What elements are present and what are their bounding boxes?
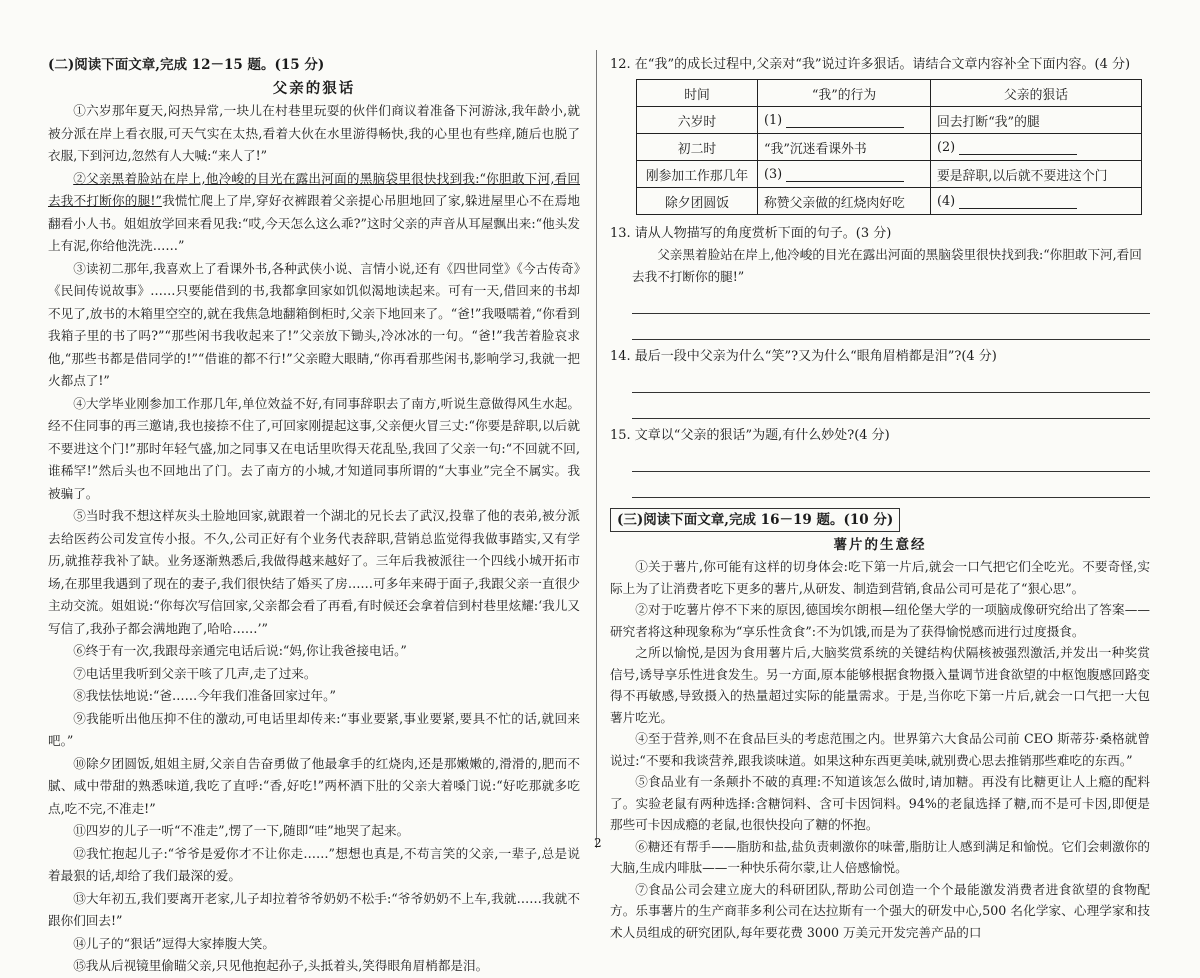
table-header: 时间: [637, 80, 758, 107]
paragraph-2: [48, 168, 580, 258]
table-cell: 称赞父亲做的红烧肉好吃: [758, 188, 931, 215]
article-2-paragraph-1: ①关于薯片,你可能有这样的切身体会:吃下第一片后,就会一口气把它们全吃光。不要奇怪,实际上为了让消费者吃下更多的薯片,从研发、制造到营销,食品公司可是花了“狠心思”。: [610, 559, 1150, 596]
article-2-paragraph-7: ⑦食品公司会建立庞大的科研团队,帮助公司创造一个个最能激发消费者进食欲望的食物配方。乐事薯片的生产商菲多利公司在达拉斯有一个强大的研发中心,500 名化学家、心理学家和技术人员组成的研究团队,每年要花费 3000 万美元开发完善产品的口: [610, 881, 1150, 940]
paragraph-1: ①六岁那年夏天,闷热异常,一块儿在村巷里玩耍的伙伴们商议着准备下河游泳,我年龄小,就被分派在岸上看衣服,可天气实在太热,看着大伙在水里游得畅快,我的心里也有些痒,随后也脱了衣服,下到河边,忽然有人大喊:“来人了!”: [48, 103, 580, 163]
answer-line[interactable]: [632, 393, 1150, 419]
paragraph-13: ⑬大年初五,我们要离开老家,儿子却拉着爷爷奶奶不松手:“爷爷奶奶不上车,我就……我就不跟你们回去!”: [48, 890, 580, 928]
underlined-sentence: ②父亲黑着脸站在岸上,他冷峻的目光在露出河面的黑脑袋里很快找到我:“你胆敢下河,看回去我不打断你的腿!”: [48, 170, 580, 208]
table-cell: (1): [764, 112, 783, 128]
table-row: [637, 134, 1142, 161]
question-12: 12. 在“我”的成长过程中,父亲对“我”说过许多狠话。请结合文章内容补全下面内容。(4 分): [610, 57, 1131, 72]
article-2-paragraph-3: 之所以愉悦,是因为食用薯片后,大脑奖赏系统的关键结构伏隔核被强烈激活,并发出一种奖赏信号,诱导享乐性进食发生。另一方面,原本能够根据食物摄入量调节进食欲望的中枢饱腹感回路变得不再敏感,导致摄入的热量超过实际的能量需求。于是,当你吃下第一片后,就会一口气把一大包薯片吃光。: [610, 645, 1150, 725]
paragraph-6: ⑥终于有一次,我跟母亲通完电话后说:“妈,你让我爸接电话。”: [73, 643, 407, 658]
page-number: 2: [594, 836, 602, 850]
answer-line[interactable]: [632, 367, 1150, 393]
table-cell: 回去打断“我”的腿: [931, 107, 1142, 134]
right-column: [610, 54, 1150, 943]
blank-line: [786, 167, 904, 182]
table-cell: (4): [937, 193, 956, 209]
table-row: [637, 107, 1142, 134]
paragraph-10: ⑩除夕团圆饭,姐姐主厨,父亲自告奋勇做了他最拿手的红烧肉,还是那嫩嫩的,滑滑的,肥而不腻、咸中带甜的熟悉味道,我吃了直呼:“香,好吃!”两杯酒下肚的父亲大着嗓门说:“好吃那就多吃点,吃不完,不准走!”: [48, 755, 580, 816]
blank-line: [959, 194, 1077, 209]
paragraph-2-rest: 我慌忙爬上了岸,穿好衣裤跟着父亲提心吊胆地回了家,躲进屋里心不在焉地翻看小人书。姐姐放学回来看见我:“哎,今天怎么这么乖?”这时父亲的声音从耳屋飘出来:“他头发上有泥,你给他洗洗……”: [48, 193, 580, 253]
table-header: 父亲的狠话: [931, 80, 1142, 107]
question-14: 14. 最后一段中父亲为什么“笑”?又为什么“眼角眉梢都是泪”?(4 分): [610, 349, 997, 364]
article-2-paragraph-5: ⑤食品业有一条颠扑不破的真理:不知道该怎么做时,请加糖。再没有比糖更让人上瘾的配料了。实验老鼠有两种选择:含糖饲料、含可卡因饲料。94%的老鼠选择了糖,而不是可卡因,即便是那些可卡因成瘾的老鼠,也很快投向了糖的怀抱。: [610, 774, 1150, 832]
table-row: [637, 161, 1142, 188]
answer-blank-1[interactable]: [758, 107, 931, 134]
paragraph-4: ④大学毕业刚参加工作那几年,单位效益不好,有同事辞职去了南方,听说生意做得风生水起。经不住同事的再三邀请,我也接捺不住了,可回家刚提起这事,父亲便火冒三丈:“你要是辞职,以后就不要进这个门!”那时年轻气盛,加之同事又在电话里吹得天花乱坠,我回了父亲一句:“不回就不回,谁稀罕!”然后头也不回地出了门。去了南方的小城,才知道同事所谓的“大事业”完全不属实。我被骗了。: [48, 395, 580, 501]
paragraph-15: ⑮我从后视镜里偷瞄父亲,只见他抱起孙子,头抵着头,笑得眼角眉梢都是泪。: [73, 958, 489, 973]
table-header: “我”的行为: [758, 80, 931, 107]
table-cell: (3): [764, 166, 783, 182]
article-2-paragraph-2: ②对于吃薯片停不下来的原因,德国埃尔朗根—纽伦堡大学的一项脑成像研究给出了答案——研究者将这种现象称为“享乐性贪食”:不为饥饿,而是为了获得愉悦感而进行过度摄食。: [610, 602, 1150, 639]
question-13: 13. 请从人物描写的角度赏析下面的句子。(3 分): [610, 226, 892, 241]
question-13-quote: 父亲黑着脸站在岸上,他冷峻的目光在露出河面的黑脑袋里很快找到我:“你胆敢下河,看回去我不打断你的腿!”: [632, 247, 1142, 284]
paragraph-3: ③读初二那年,我喜欢上了看课外书,各种武侠小说、言情小说,还有《四世同堂》《今古传奇》《民间传说故事》……只要能借到的书,我都拿回家如饥似渴地读起来。可有一天,借回来的书却不见了,放书的木箱里空空的,就在我焦急地翻箱倒柜时,父亲下地回来了。“爸!”我嗫嚅着,“你看到我箱子里的书了吗?”“那些闲书我收起来了!”父亲放下锄头,冷冰冰的一句。“爸!”我苦着脸哀求他,“那些书都是借同学的!”“借谁的都不行!”父亲瞪大眼睛,“你再看那些闲书,影响学习,我就一把火都点了!”: [48, 260, 580, 388]
answer-blank-2[interactable]: [931, 134, 1142, 161]
answer-table: [636, 79, 1142, 215]
table-cell: 刚参加工作那几年: [637, 161, 758, 188]
answer-line[interactable]: [632, 446, 1150, 472]
table-cell: 六岁时: [637, 107, 758, 134]
article-2-paragraph-4: ④至于营养,则不在食品巨头的考虑范围之内。世界第六大食品公司前 CEO 斯蒂芬·桑格就曾说过:“不要和我谈营养,跟我谈味道。如果这种东西更美味,就别费心思去推销那些难吃的东西。”: [610, 731, 1150, 768]
table-cell: “我”沉迷看课外书: [758, 134, 931, 161]
blank-line: [786, 113, 904, 128]
answer-line[interactable]: [632, 472, 1150, 498]
paragraph-5: ⑤当时我不想这样灰头土脸地回家,就跟着一个湖北的兄长去了武汉,投靠了他的表弟,被分派去给医药公司发宣传小报。不久,公司正好有个业务代表辞职,营销总监觉得我做事踏实,又有学历,就推荐我补了缺。业务逐渐熟悉后,我做得越来越好了。三年后我被派往一个四线小城开拓市场,在那里我遇到了现在的妻子,我们很快结了婚买了房……可多年来碍于面子,我跟父亲一直很少主动交流。姐姐说:“你每次写信回家,父亲都会看了再看,有时候还会拿着信到村巷里炫耀:‘我儿又写信了,我孙子都会满地跑了,哈哈……’”: [48, 508, 580, 636]
answer-blank-4[interactable]: [931, 188, 1142, 215]
table-cell: (2): [937, 139, 956, 155]
table-header-row: [637, 80, 1142, 107]
table-cell: 除夕团圆饭: [637, 188, 758, 215]
column-divider: [596, 50, 597, 848]
section-header: (二)阅读下面文章,完成 12－15 题。(15 分): [48, 57, 325, 73]
paragraph-8: ⑧我怯怯地说:“爸……今年我们准备回家过年。”: [73, 688, 336, 703]
paragraph-11: ⑪四岁的儿子一听“不准走”,愣了一下,随即“哇”地哭了起来。: [73, 823, 410, 838]
blank-line: [959, 140, 1077, 155]
table-cell: 要是辞职,以后就不要进这个门: [931, 161, 1142, 188]
paragraph-12: ⑫我忙抱起儿子:“爷爷是爱你才不让你走……”想想也真是,不苟言笑的父亲,一辈子,总是说着最狠的话,却给了我们最深的爱。: [48, 845, 580, 883]
answer-blank-3[interactable]: [758, 161, 931, 188]
question-15: 15. 文章以“父亲的狠话”为题,有什么妙处?(4 分): [610, 428, 890, 443]
paragraph-14: ⑭儿子的“狠话”逗得大家捧腹大笑。: [73, 935, 275, 951]
table-cell: 初二时: [637, 134, 758, 161]
table-row: [637, 188, 1142, 215]
article-2-title: 薯片的生意经: [833, 537, 927, 553]
paragraph-9: ⑨我能听出他压抑不住的激动,可电话里却传来:“事业要紧,事业要紧,要具不忙的话,就回来吧。”: [48, 710, 580, 748]
paragraph-7: ⑦电话里我听到父亲干咳了几声,走了过来。: [73, 665, 317, 681]
answer-line[interactable]: [632, 314, 1150, 340]
article-2-paragraph-6: ⑥糖还有帮手——脂肪和盐,盐负责刺激你的味蕾,脂肪让人感到满足和愉悦。它们会刺激你的大脑,生成内啡肽——一种快乐荷尔蒙,让人倍感愉悦。: [610, 838, 1150, 875]
article-title: 父亲的狠话: [272, 80, 356, 97]
answer-line[interactable]: [632, 288, 1150, 314]
section-3-header: (三)阅读下面文章,完成 16－19 题。(10 分): [610, 508, 900, 532]
left-column: [48, 54, 580, 978]
